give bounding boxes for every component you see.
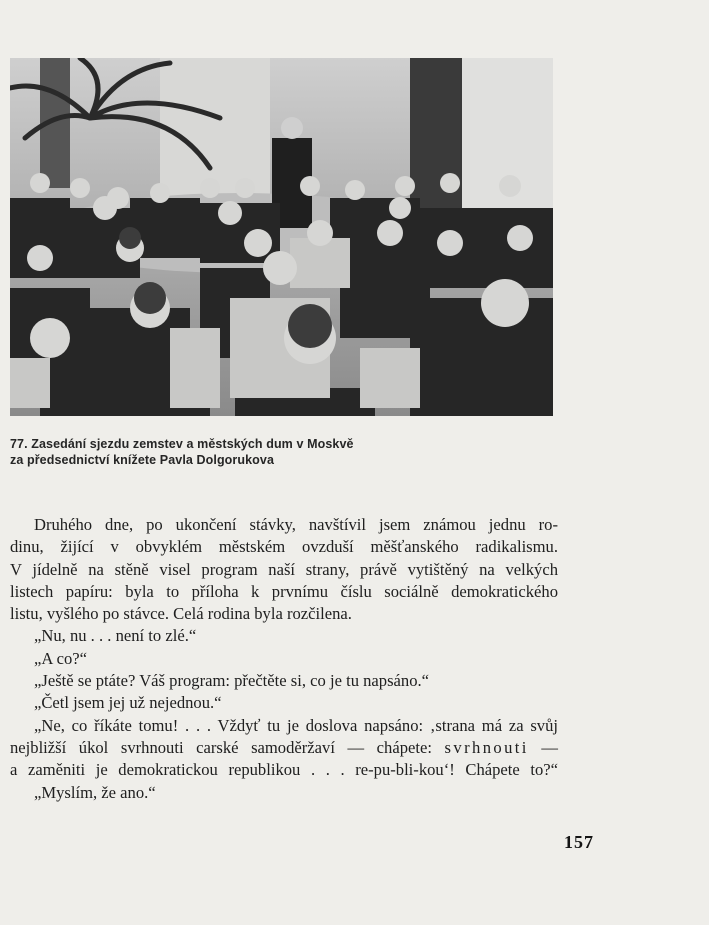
dialogue-segment: nejbližší úkol svrhnouti carské samoděržaví — chápete:	[10, 737, 432, 757]
paragraph-line: listech papíru: byla to příloha k prvnímu číslu sociálně demokratického	[10, 581, 558, 601]
paragraph-line: dinu, žijící v obvyklém městském ovzduší měšťanského radikalismu.	[10, 537, 558, 557]
dialogue-line: „A co?“	[34, 648, 87, 668]
caption-line-2: za předsednictví knížete Pavla Dolgorukova	[10, 453, 275, 467]
dialogue-line	[10, 737, 558, 759]
dialogue-segment: —	[541, 737, 558, 757]
dialogue-line: a zaměniti je demokratickou republikou . . . re-pu-bli-kou‘! Chápete to?“	[10, 760, 558, 780]
body-text	[10, 514, 558, 804]
paragraph-line: Druhého dne, po ukončení stávky, navštívil jsem známou jednu ro-	[34, 515, 558, 534]
dialogue-line: „Četl jsem jej už nejednou.“	[34, 693, 222, 713]
dialogue-line: „Ještě se ptáte? Váš program: přečtěte si, co je tu napsáno.“	[34, 671, 430, 691]
caption-line-1: 77. Zasedání sjezdu zemstev a městských dum v Moskvě	[10, 437, 354, 451]
emphasized-word: svrhnouti	[444, 737, 529, 757]
congress-meeting-photo	[10, 58, 553, 416]
figure-caption	[10, 436, 550, 468]
dialogue-line: „Myslím, že ano.“	[34, 782, 156, 802]
paragraph-line: V jídelně na stěně visel program naší strany, právě vytištěný na velkých	[10, 559, 558, 579]
paragraph-line: listu, vyšlého po stávce. Celá rodina byla rozčilena.	[10, 604, 352, 624]
dialogue-line: „Ne, co říkáte tomu! . . . Vždyť tu je doslova napsáno: ‚strana má za svůj	[34, 715, 558, 735]
dialogue-line: „Nu, nu . . . není to zlé.“	[34, 626, 197, 646]
page-number: 157	[564, 832, 594, 852]
